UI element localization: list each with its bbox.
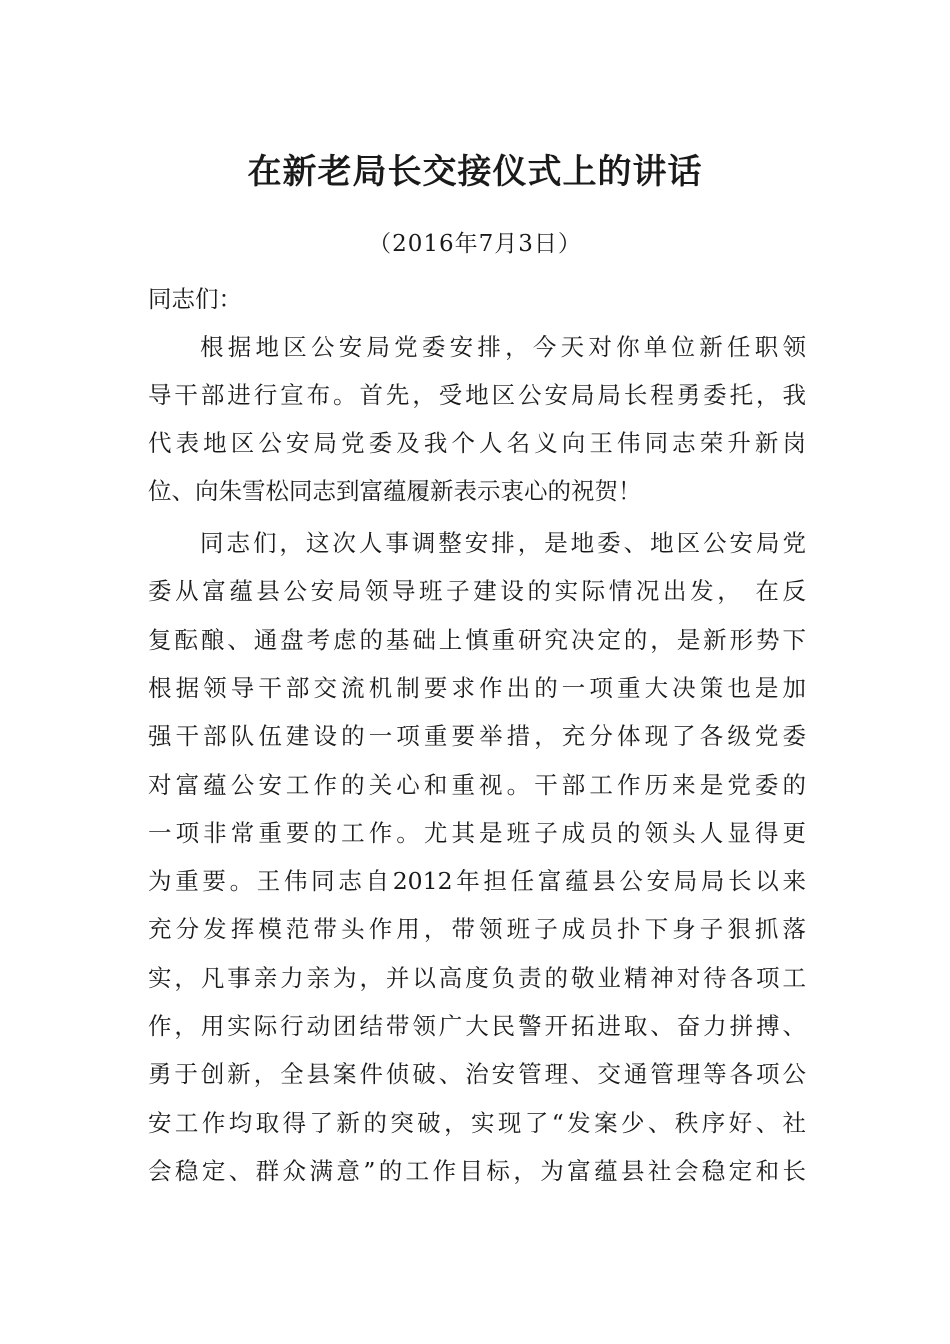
paragraph-2-line-4: 根据领导干部交流机制要求作出的一项重大决策也是加 xyxy=(148,674,806,702)
page-title: 在新老局长交接仪式上的讲话 xyxy=(247,152,703,192)
paragraph-2-line-7: 一项非常重要的工作。尤其是班子成员的领头人显得更 xyxy=(148,819,806,847)
paragraph-2-line-2: 委从富蕴县公安局领导班子建设的实际情况出发， 在反 xyxy=(148,577,806,605)
paragraph-2-line-11: 作，用实际行动团结带领广大民警开拓进取、奋力拼搏、 xyxy=(148,1012,806,1040)
paragraph-2-line-12: 勇于创新，全县案件侦破、治安管理、交通管理等各项公 xyxy=(148,1060,806,1088)
paragraph-2-line-10: 实，凡事亲力亲为，并以高度负责的敬业精神对待各项工 xyxy=(148,964,806,992)
paragraph-2-line-1: 同志们，这次人事调整安排，是地委、地区公安局党 xyxy=(200,529,806,557)
paragraph-2-line-3: 复酝酿、通盘考虑的基础上慎重研究决定的，是新形势下 xyxy=(148,626,806,654)
paragraph-1-line-4: 位、向朱雪松同志到富蕴履新表示衷心的祝贺！ xyxy=(148,477,642,505)
paragraph-2-line-5: 强干部队伍建设的一项重要举措，充分体现了各级党委 xyxy=(148,722,806,750)
paragraph-2-line-6: 对富蕴公安工作的关心和重视。干部工作历来是党委的 xyxy=(148,771,806,799)
paragraph-2-line-9: 充分发挥模范带头作用，带领班子成员扑下身子狠抓落 xyxy=(148,915,806,943)
paragraph-1-line-2: 导干部进行宣布。首先，受地区公安局局长程勇委托，我 xyxy=(148,381,806,409)
paragraph-2-line-14: 会稳定、群众满意”的工作目标，为富蕴县社会稳定和长 xyxy=(148,1157,806,1185)
salutation: 同志们： xyxy=(148,285,242,313)
paragraph-1-line-1: 根据地区公安局党委安排，今天对你单位新任职领 xyxy=(200,333,806,361)
speech-date: （2016年7月3日） xyxy=(368,231,582,257)
paragraph-1-line-3: 代表地区公安局党委及我个人名义向王伟同志荣升新岗 xyxy=(148,429,806,457)
paragraph-2-line-8: 为重要。王伟同志自2012年担任富蕴县公安局局长以来 xyxy=(148,867,806,895)
paragraph-2-line-13: 安工作均取得了新的突破，实现了“发案少、秩序好、社 xyxy=(148,1109,806,1137)
